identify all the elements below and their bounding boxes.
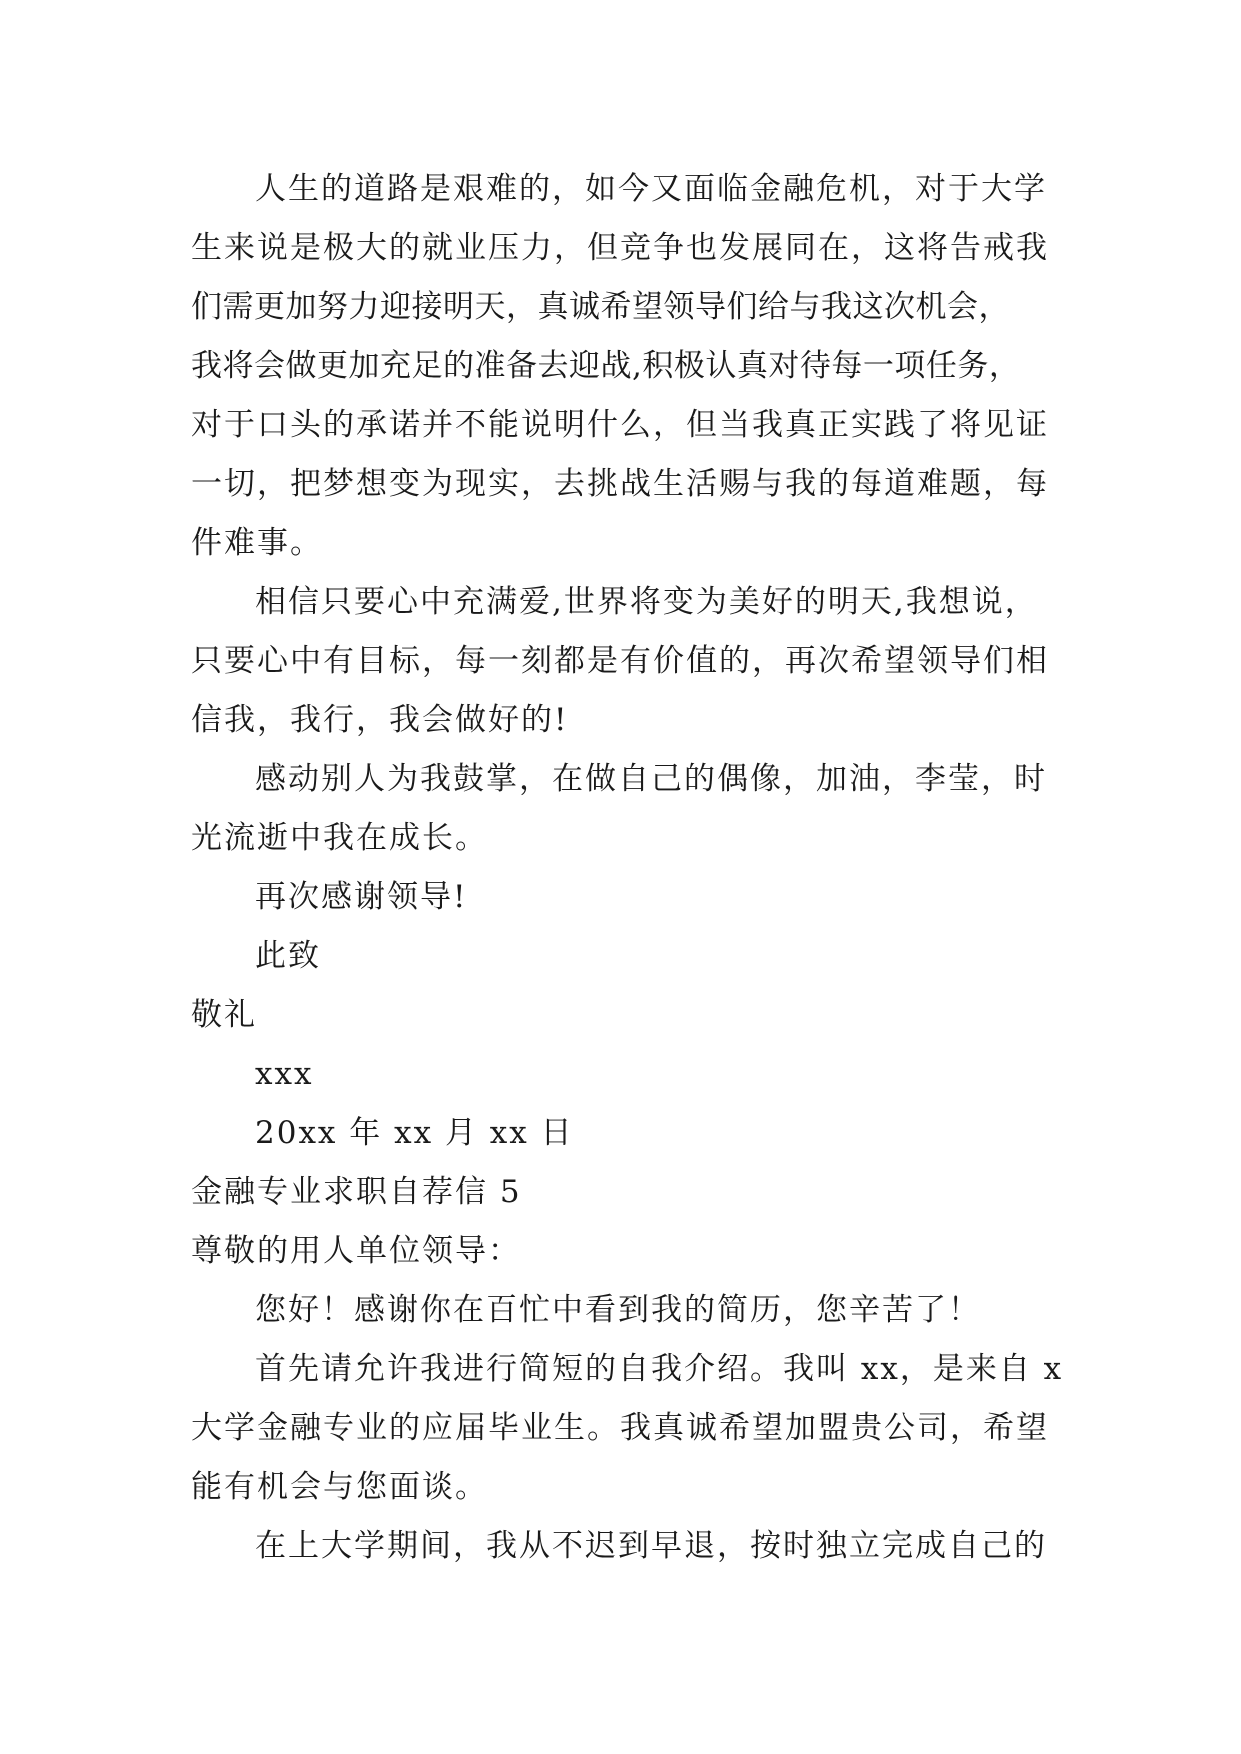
paragraph-line: 能有机会与您面谈。	[191, 1469, 488, 1505]
paragraph-line: 对于口头的承诺并不能说明什么，但当我真正实践了将见证	[191, 407, 1049, 443]
paragraph-line: 在上大学期间，我从不迟到早退，按时独立完成自己的	[255, 1528, 1047, 1564]
paragraph-line: 相信只要心中充满爱,世界将变为美好的明天,我想说，	[255, 584, 1038, 620]
paragraph-line: 一切，把梦想变为现实，去挑战生活赐与我的每道难题，每	[191, 466, 1049, 502]
paragraph-line: 大学金融专业的应届毕业生。我真诚希望加盟贵公司，希望	[191, 1410, 1049, 1446]
paragraph-line: 首先请允许我进行简短的自我介绍。我叫 xx，是来自 x	[255, 1351, 1064, 1387]
paragraph-line: 感动别人为我鼓掌，在做自己的偶像，加油，李莹，时	[255, 761, 1047, 797]
section-title: 金融专业求职自荐信 5	[191, 1174, 522, 1210]
signature-name: xxx	[255, 1056, 314, 1092]
paragraph-line: 件难事。	[191, 525, 323, 561]
paragraph-line: 人生的道路是艰难的，如今又面临金融危机，对于大学	[255, 171, 1047, 207]
paragraph-line: 生来说是极大的就业压力，但竞争也发展同在，这将告戒我	[191, 230, 1049, 266]
paragraph-line: 光流逝中我在成长。	[191, 820, 488, 856]
closing-salutation: 此致	[255, 938, 321, 974]
signature-date: 20xx 年 xx 月 xx 日	[255, 1115, 574, 1151]
closing-thanks: 再次感谢领导!	[255, 879, 468, 915]
paragraph-line: 只要心中有目标，每一刻都是有价值的，再次希望领导们相	[191, 643, 1049, 679]
paragraph-line: 您好！感谢你在百忙中看到我的简历，您辛苦了！	[255, 1292, 981, 1328]
letter-greeting: 尊敬的用人单位领导：	[191, 1233, 521, 1269]
document-body	[191, 160, 1064, 1576]
paragraph-line: 我将会做更加充足的准备去迎战,积极认真对待每一项任务，	[191, 348, 1021, 384]
paragraph-line: 信我，我行，我会做好的!	[191, 702, 569, 738]
paragraph-line: 们需更加努力迎接明天，真诚希望领导们给与我这次机会，	[191, 289, 1010, 325]
closing-respect: 敬礼	[191, 997, 257, 1033]
